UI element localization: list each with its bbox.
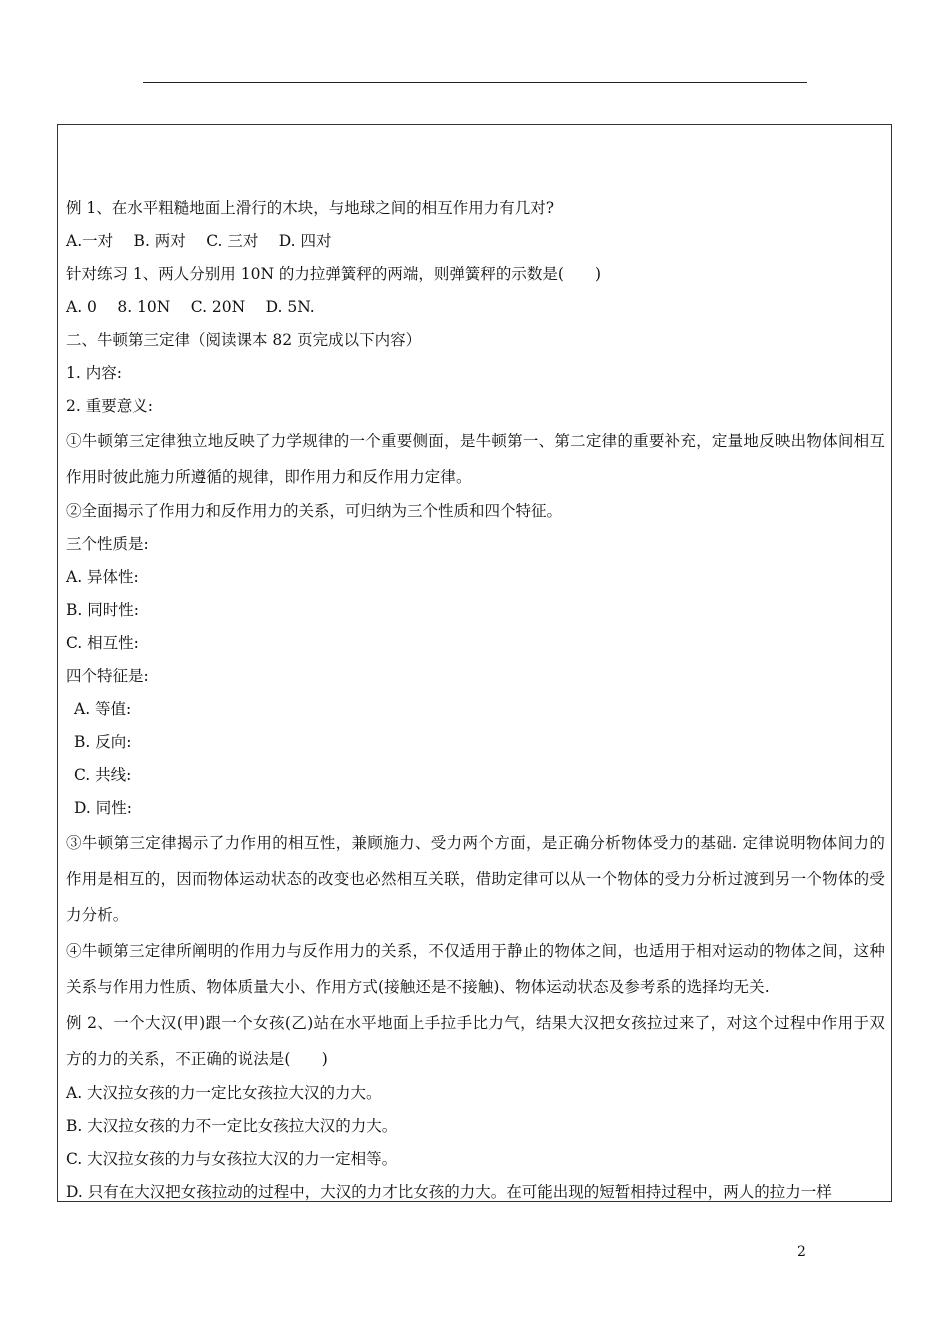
- practice1-question: 针对练习 1、两人分别用 10N 的力拉弹簧秤的两端，则弹簧秤的示数是( ): [66, 265, 602, 283]
- example2-question: 例 2、一个大汉(甲)跟一个女孩(乙)站在水平地面上手拉手比力气，结果大汉把女孩拉过来了，对这个过程中作用于双方的力的关系，不正确的说法是( ): [66, 1014, 885, 1068]
- point4-paragraph: ④牛顿第三定律所阐明的作用力与反作用力的关系，不仅适用于静止的物体之间，也适用于相对运动的物体之间，这种关系与作用力性质、物体质量大小、作用方式(接触还是不接触)、物体运动状态及参考系的选择均无关.: [66, 942, 885, 996]
- example2-option-d: D. 只有在大汉把女孩拉动的过程中，大汉的力才比女孩的力大。在可能出现的短暂相持过程中，两人的拉力一样: [66, 1183, 832, 1201]
- example1-question: 例 1、在水平粗糙地面上滑行的木块，与地球之间的相互作用力有几对?: [66, 199, 555, 217]
- example2-option-c: C. 大汉拉女孩的力与女孩拉大汉的力一定相等。: [66, 1150, 398, 1168]
- property-a: A. 异体性:: [66, 568, 139, 586]
- example2-option-a: A. 大汉拉女孩的力一定比女孩拉大汉的力大。: [66, 1084, 382, 1102]
- example1-options: A.一对 B. 两对 C. 三对 D. 四对: [66, 232, 332, 250]
- feature-c: C. 共线:: [74, 766, 132, 784]
- feature-a: A. 等值:: [74, 700, 132, 718]
- item2-significance: 2. 重要意义:: [66, 397, 153, 415]
- content-box: [57, 124, 892, 1202]
- property-b: B. 同时性:: [66, 601, 139, 619]
- point2-paragraph: ②全面揭示了作用力和反作用力的关系，可归纳为三个性质和四个特征。: [66, 502, 563, 520]
- three-properties-title: 三个性质是:: [66, 535, 149, 553]
- property-c: C. 相互性:: [66, 634, 139, 652]
- four-features-title: 四个特征是:: [66, 667, 149, 685]
- practice1-options: A. 0 8. 10N C. 20N D. 5N.: [66, 298, 315, 316]
- point3-paragraph: ③牛顿第三定律揭示了力作用的相互性，兼顾施力、受力两个方面，是正确分析物体受力的基础. 定律说明物体间力的作用是相互的，因而物体运动状态的改变也必然相互关联，借助定律可以从一个物体的受力分析过渡到另一个物体的受力分析。: [66, 834, 885, 924]
- section2-title: 二、牛顿第三定律（阅读课本 82 页完成以下内容）: [66, 331, 422, 349]
- page-number: 2: [797, 1244, 806, 1260]
- document-content: [66, 192, 885, 1209]
- feature-b: B. 反向:: [74, 733, 132, 751]
- feature-d: D. 同性:: [74, 799, 132, 817]
- item1-content: 1. 内容:: [66, 364, 122, 382]
- point1-paragraph: ①牛顿第三定律独立地反映了力学规律的一个重要侧面，是牛顿第一、第二定律的重要补充，定量地反映出物体间相互作用时彼此施力所遵循的规律，即作用力和反作用力定律。: [66, 432, 885, 486]
- header-rule: [143, 82, 807, 83]
- example2-option-b: B. 大汉拉女孩的力不一定比女孩拉大汉的力大。: [66, 1117, 398, 1135]
